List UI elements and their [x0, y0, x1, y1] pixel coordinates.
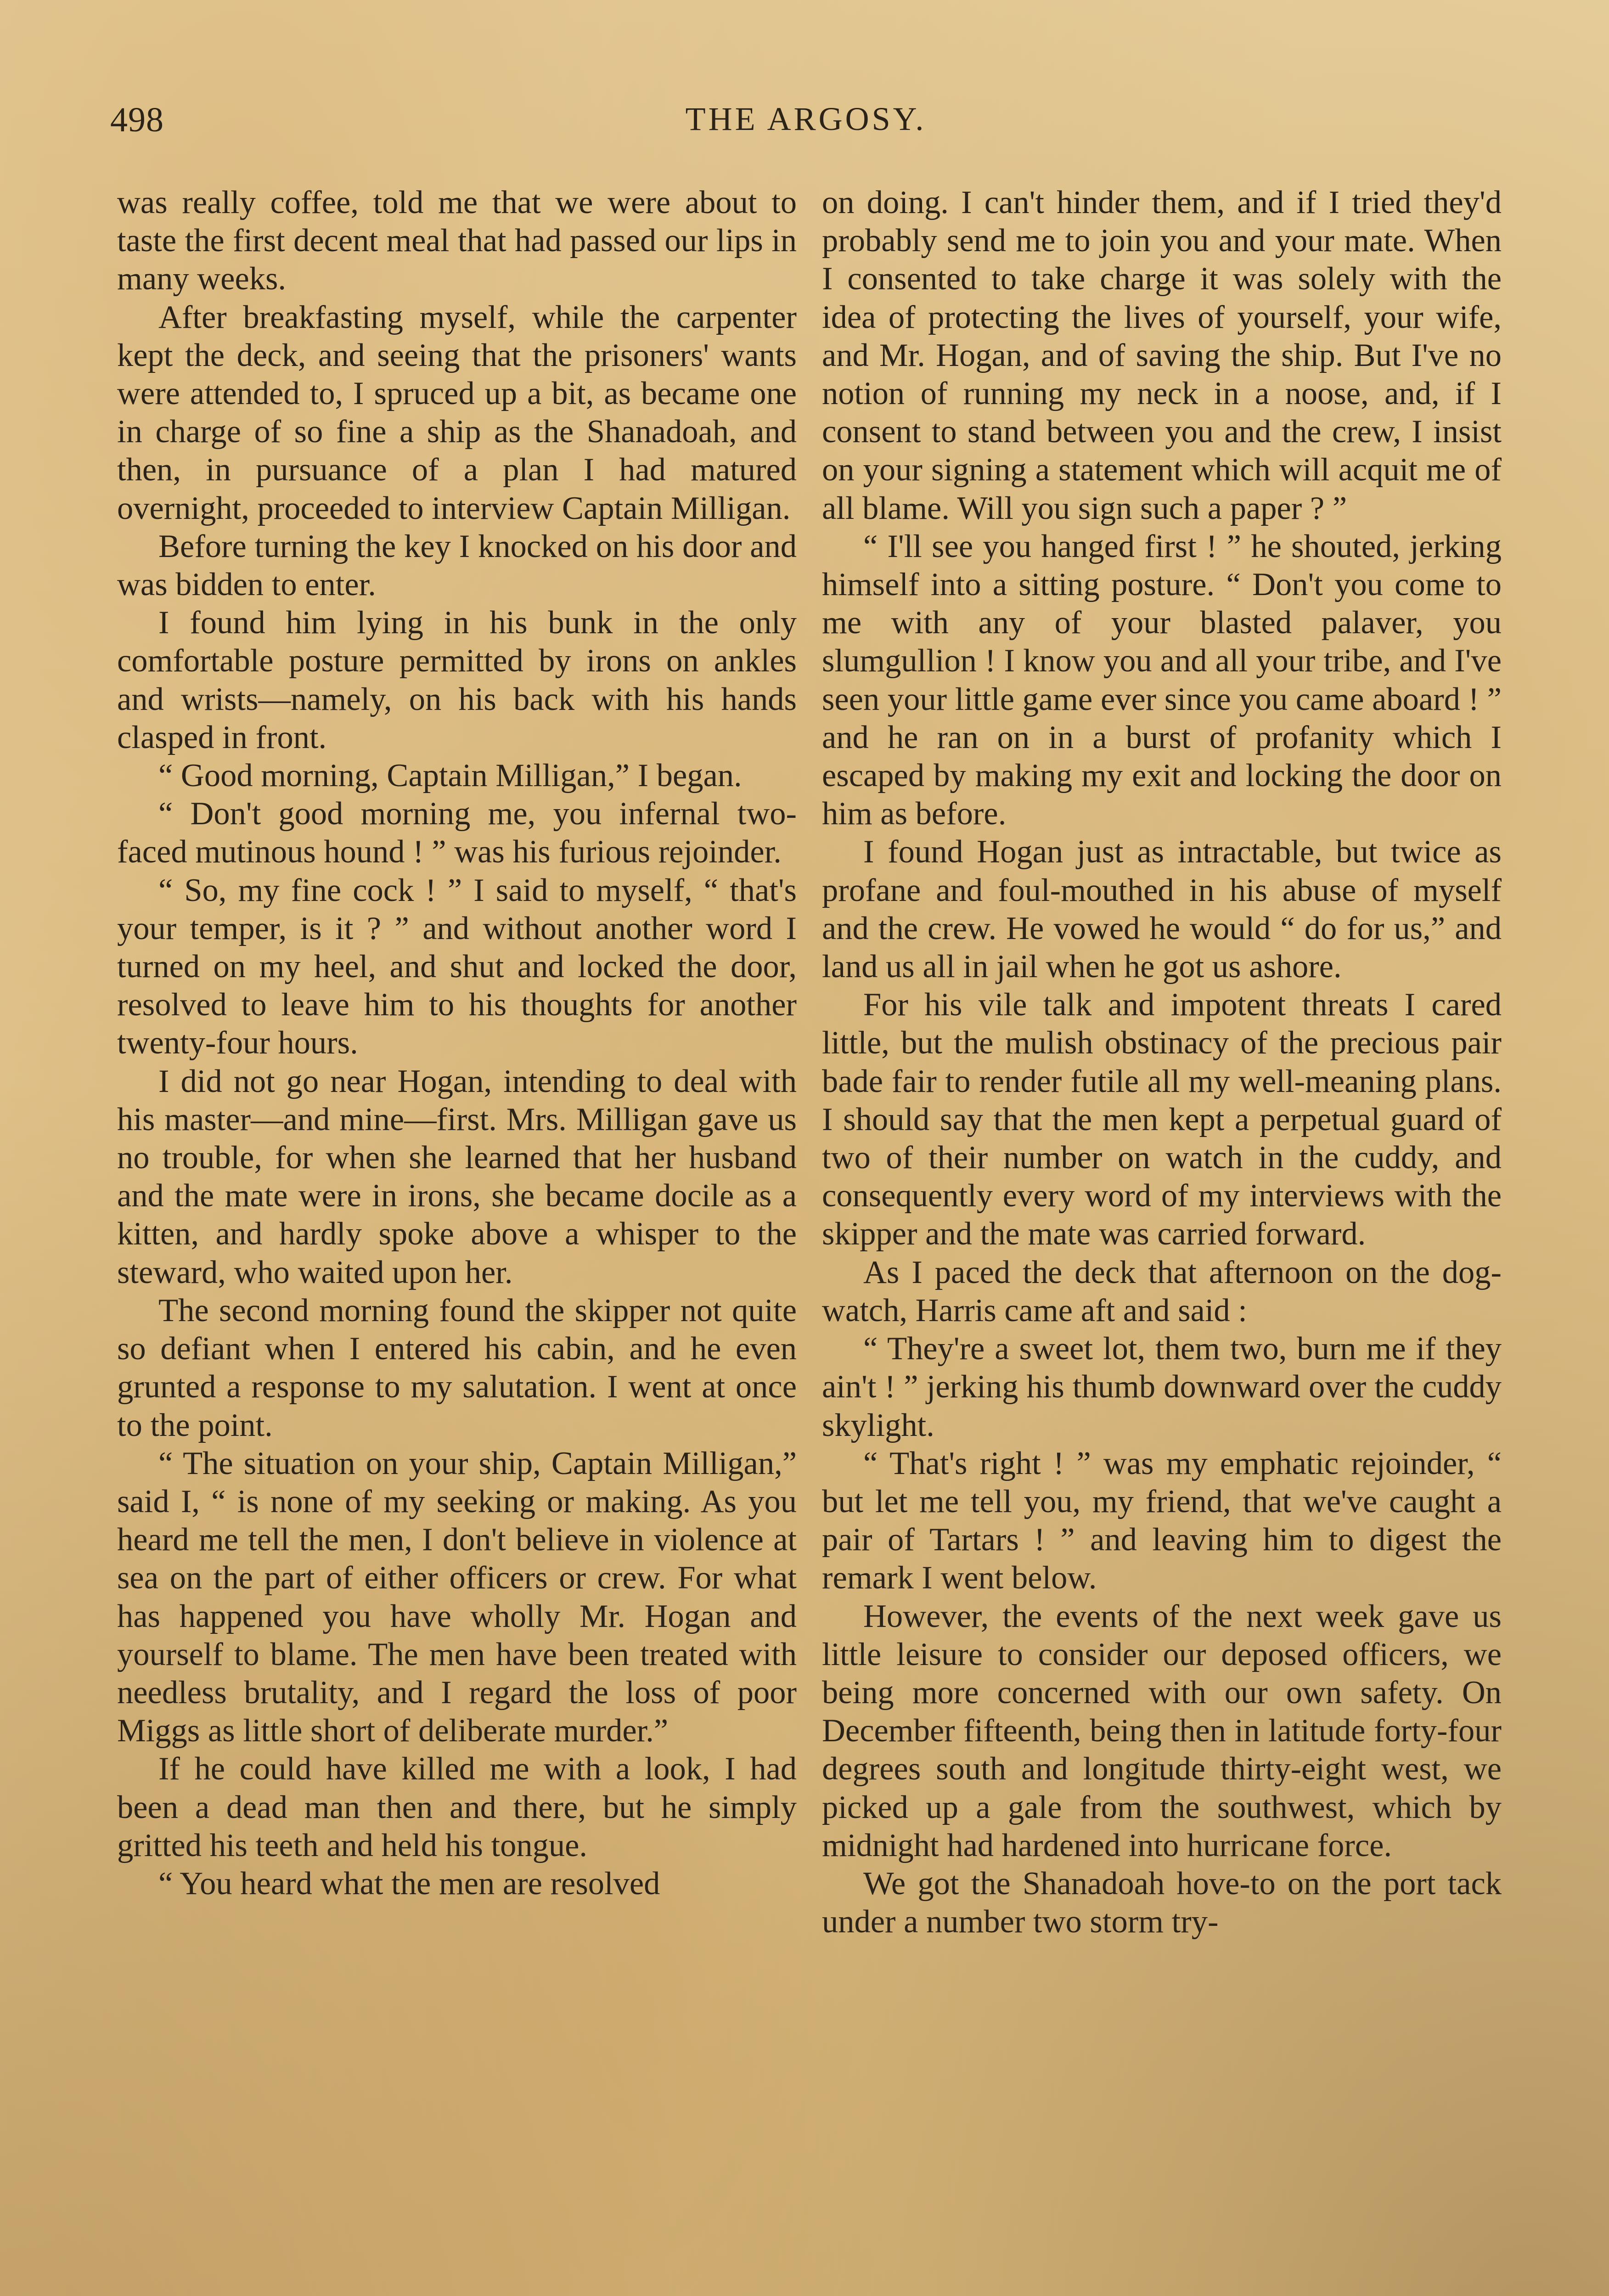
- paragraph: I found him lying in his bunk in the only comfortable posture permitted by irons on ankles and wrists—namely, on his back with his hands clasped in front.: [117, 605, 797, 755]
- paragraph: Before turning the key I knocked on his door and was bidden to enter.: [117, 528, 797, 603]
- paragraph: The second morning found the skipper not quite so defiant when I entered his cabin, and he even grunted a response to my salutation. I went at once to the point.: [117, 1292, 797, 1443]
- page-number: 498: [110, 101, 164, 139]
- paragraph: “ The situation on your ship, Captain Milligan,” said I, “ is none of my seeking or making. As you heard me tell the men, I don't believe in violence at sea on the part of either officers or crew. For what has happened you have wholly Mr. Hogan and yourself to blame. The men have been treated with needless brutality, and I regard the loss of poor Miggs as little short of deliberate murder.”: [117, 1445, 797, 1749]
- paragraph: “ That's right ! ” was my emphatic rejoinder, “ but let me tell you, my friend, that we've caught a pair of Tartars ! ” and leaving him to digest the remark I went below.: [822, 1445, 1502, 1596]
- paragraph: on doing. I can't hinder them, and if I tried they'd probably send me to join you and your mate. When I consented to take charge it was solely with the idea of protecting the lives of yourself, your wife, and Mr. Hogan, and of saving the ship. But I've no notion of running my neck in a noose, and, if I consent to stand between you and the crew, I insist on your signing a statement which will acquit me of all blame. Will you sign such a paper ? ”: [822, 185, 1502, 526]
- running-head: THE ARGOSY.: [685, 101, 927, 137]
- paragraph: “ I'll see you hanged first ! ” he shouted, jerking himself into a sitting posture. “ Don't you come to me with any of your blasted palaver, you slumgullion ! I know you and all your tribe, and I've seen your little game ever since you came aboard ! ” and he ran on in a burst of profanity which I escaped by making my exit and locking the door on him as before.: [822, 528, 1502, 832]
- paragraph: After breakfasting myself, while the carpenter kept the deck, and seeing that the prisoners' wants were attended to, I spruced up a bit, as became one in charge of so fine a ship as the Shanadoah, and then, in pursuance of a plan I had matured overnight, proceeded to interview Captain Milligan.: [117, 299, 797, 526]
- right-column: [822, 184, 1502, 1941]
- paragraph: “ You heard what the men are resolved: [158, 1865, 660, 1902]
- paragraph: “ Don't good morning me, you infernal two-faced mutinous hound ! ” was his furious rejoinder.: [117, 796, 797, 870]
- paragraph: We got the Shanadoah hove-to on the port tack under a number two storm try-: [822, 1865, 1502, 1940]
- paragraph: For his vile talk and impotent threats I cared little, but the mulish obstinacy of the precious pair bade fair to render futile all my well-meaning plans. I should say that the men kept a perpetual guard of two of their number on watch in the cuddy, and consequently every word of my interviews with the skipper and the mate was carried forward.: [822, 987, 1502, 1252]
- paragraph: “ Good morning, Captain Milligan,” I began.: [158, 758, 742, 794]
- paragraph: If he could have killed me with a look, I had been a dead man then and there, but he simply gritted his teeth and held his tongue.: [117, 1751, 797, 1863]
- paragraph: was really coffee, told me that we were about to taste the first decent meal that had passed our lips in many weeks.: [117, 185, 797, 297]
- paragraph: However, the events of the next week gave us little leisure to consider our deposed officers, we being more concerned with our own safety. On December fifteenth, being then in latitude forty-four degrees south and longitude thirty-eight west, we picked up a gale from the southwest, which by midnight had hardened into hurricane force.: [822, 1598, 1502, 1863]
- page-header: [110, 100, 1502, 155]
- paragraph: As I paced the deck that afternoon on the dog-watch, Harris came aft and said :: [822, 1254, 1502, 1328]
- left-column: [117, 184, 797, 1903]
- paragraph: “ So, my fine cock ! ” I said to myself, “ that's your temper, is it ? ” and without another word I turned on my heel, and shut and locked the door, resolved to leave him to his thoughts for another twenty-four hours.: [117, 872, 797, 1061]
- paragraph: I found Hogan just as intractable, but twice as profane and foul-mouthed in his abuse of myself and the crew. He vowed he would “ do for us,” and land us all in jail when he got us ashore.: [822, 834, 1502, 985]
- paragraph: I did not go near Hogan, intending to deal with his master—and mine—first. Mrs. Milligan gave us no trouble, for when she learned that her husband and the mate were in irons, she became docile as a kitten, and hardly spoke above a whisper to the steward, who waited upon her.: [117, 1063, 797, 1290]
- paragraph: “ They're a sweet lot, them two, burn me if they ain't ! ” jerking his thumb downward over the cuddy skylight.: [822, 1331, 1502, 1443]
